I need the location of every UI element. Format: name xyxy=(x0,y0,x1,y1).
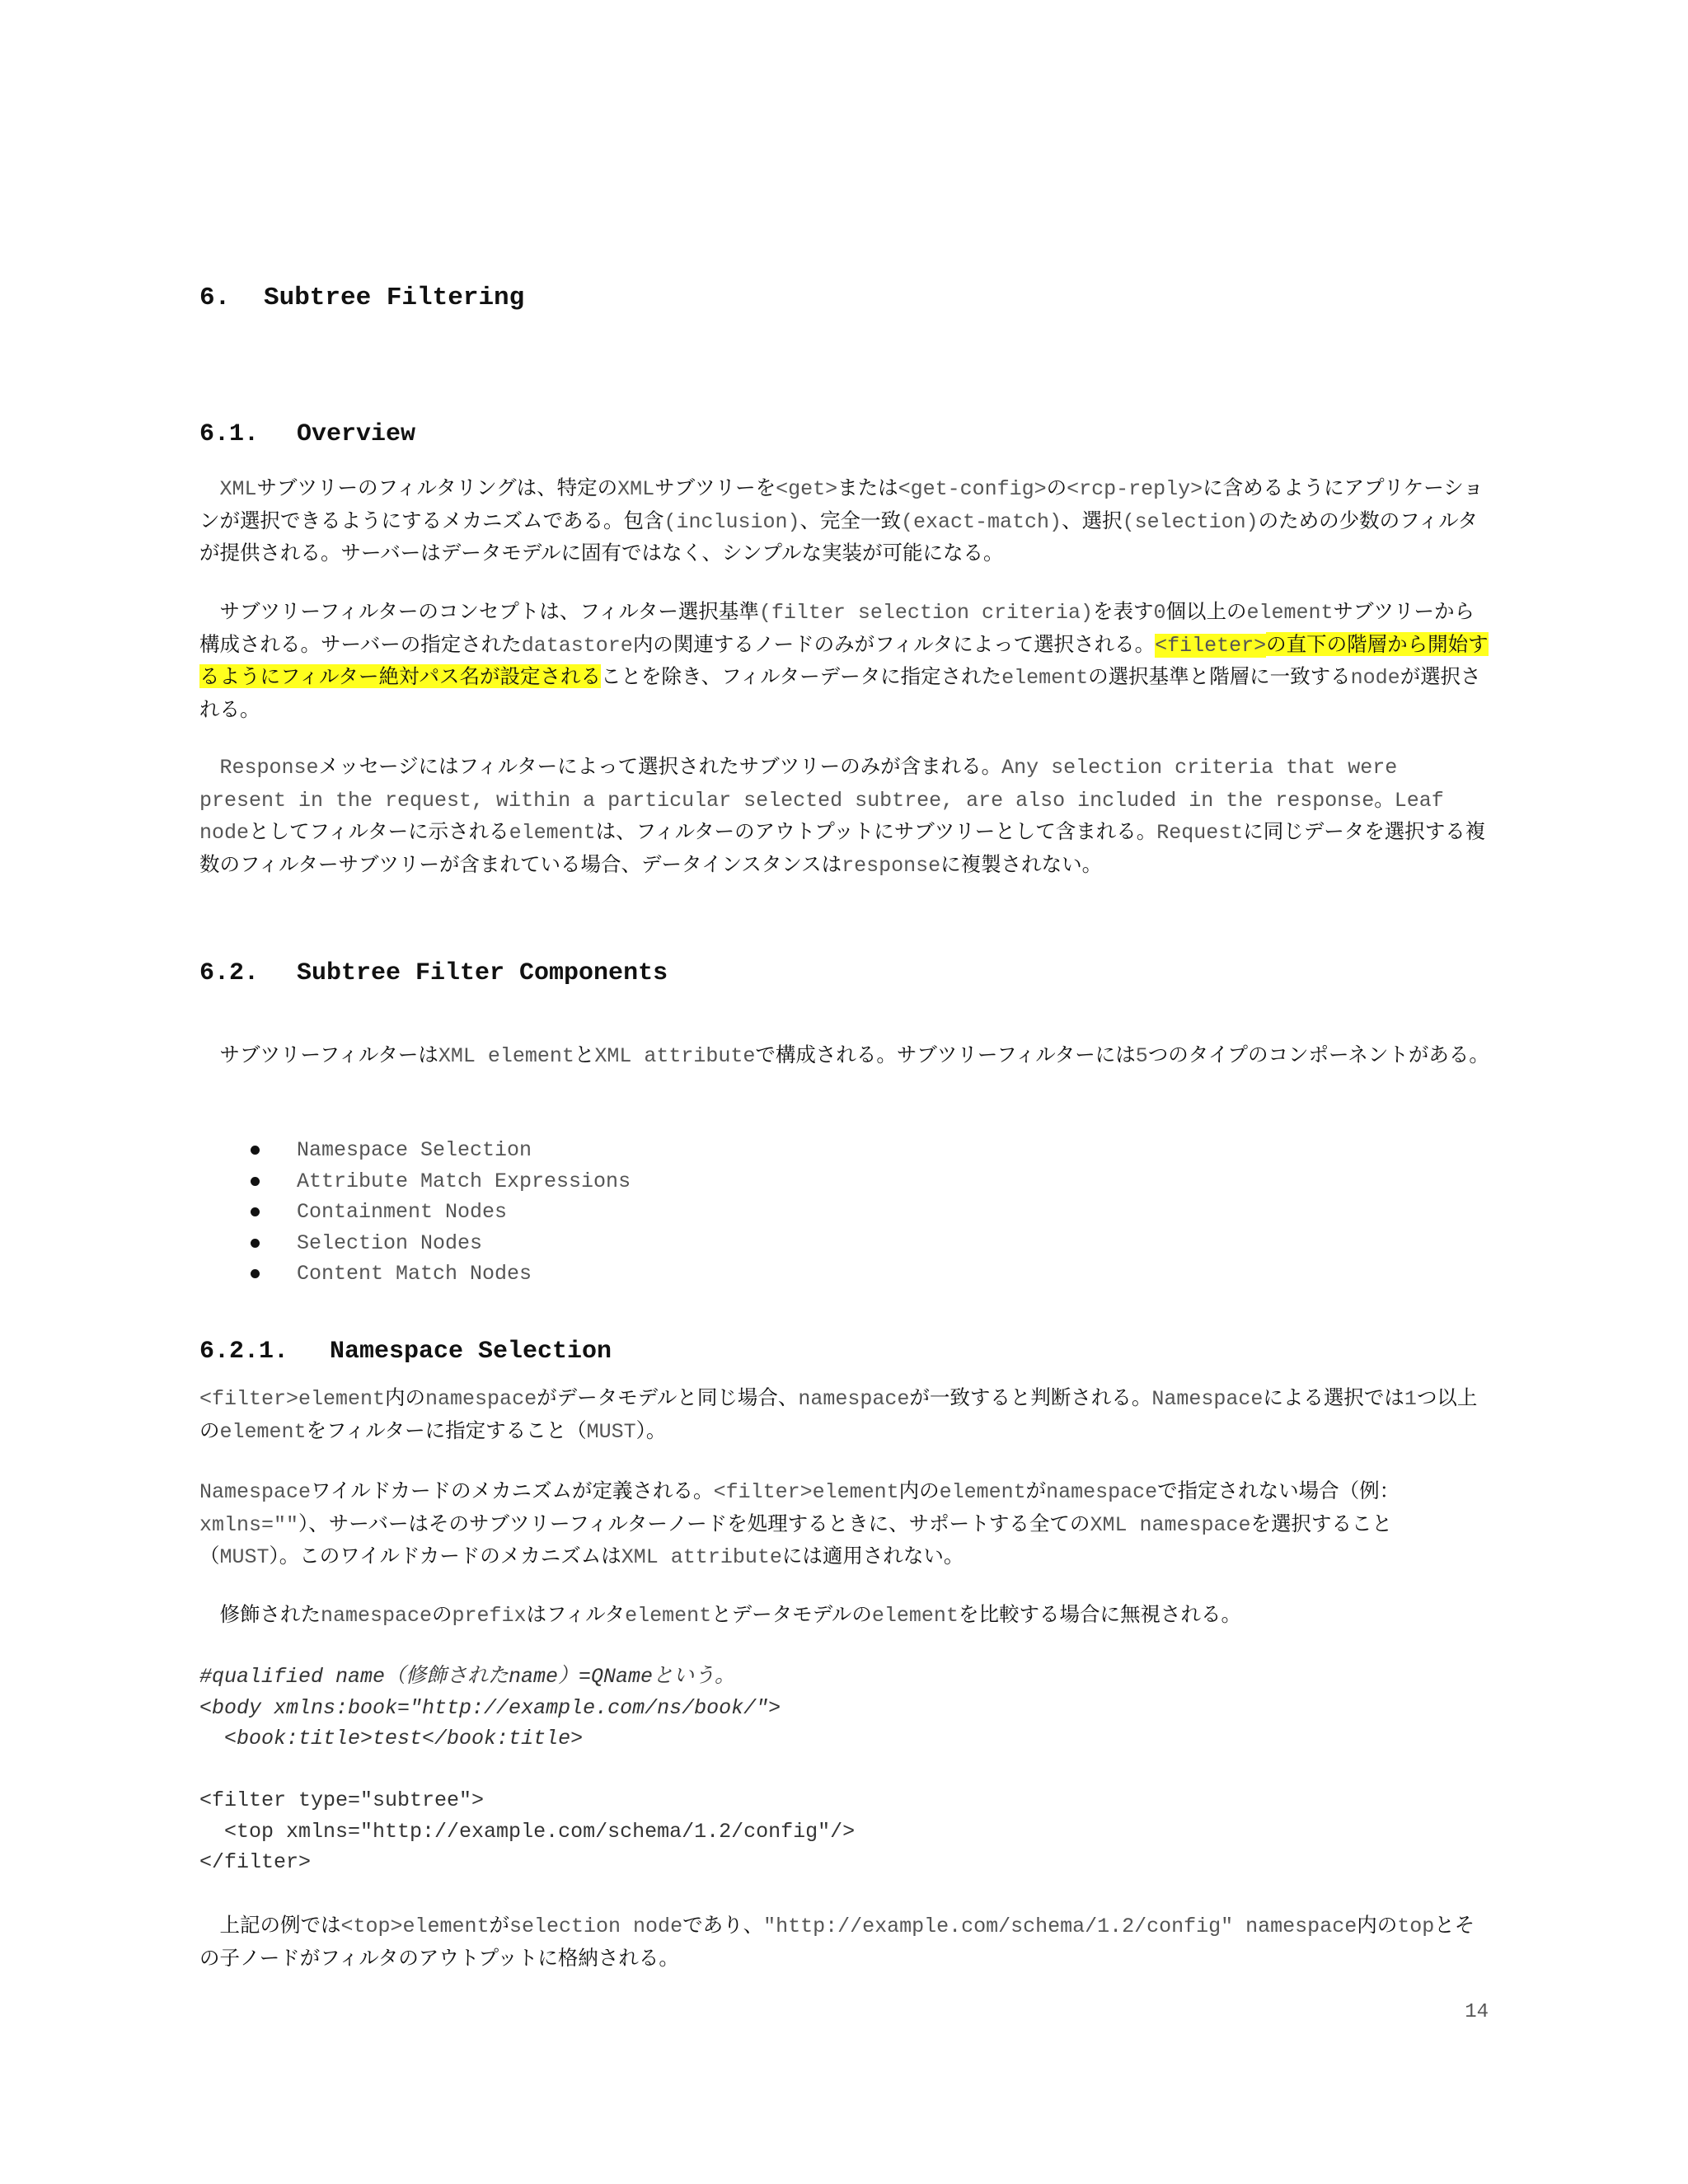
namespace-paragraph-1 xyxy=(199,1382,1489,1447)
code-term: response xyxy=(842,853,941,878)
code-term: (exact-match) xyxy=(901,509,1062,534)
code-term: <filter>element xyxy=(199,1387,386,1411)
text-run: ことを除き、フィルターデータに指定された xyxy=(601,664,1002,688)
text-run: による選択では xyxy=(1263,1385,1404,1409)
code-term: element xyxy=(1246,601,1334,625)
code-line: <top xmlns="http://example.com/schema/1.2/config"/> xyxy=(199,1819,856,1844)
text-run: はフィルタ xyxy=(526,1602,626,1626)
text-run: に含めるようにアプリケーションが選択できるようにするメカニズムである。包含 xyxy=(199,476,1484,532)
code-term: XML namespace xyxy=(1090,1512,1251,1537)
text-run: を比較する場合に無視される。 xyxy=(958,1602,1241,1626)
text-run: サブツリーフィルターのコンセプトは、フィルター選択基準 xyxy=(199,599,759,623)
text-run: 個以上の xyxy=(1165,599,1247,623)
code-term: 0 xyxy=(1153,601,1166,625)
code-term: element xyxy=(509,821,596,845)
bullet-icon xyxy=(251,1269,260,1278)
code-term: <rcp-reply> xyxy=(1067,477,1203,501)
code-term: <filter>element xyxy=(713,1480,899,1504)
text-run: または xyxy=(837,476,898,499)
code-line: <body xmlns:book="http://example.com/ns/book/"> xyxy=(199,1695,781,1720)
code-term: <get> xyxy=(776,477,838,501)
code-term: "http://example.com/schema/1.2/config" namespace xyxy=(763,1915,1357,1938)
code-term: <get-config> xyxy=(898,477,1047,501)
code-term: (selection) xyxy=(1122,509,1259,534)
code-term: MUST xyxy=(586,1419,636,1444)
list-item: Attribute Match Expressions xyxy=(199,1166,1489,1197)
text-run: であり、 xyxy=(682,1913,764,1937)
text-run: ワイルドカードのメカニズムが定義される。 xyxy=(311,1479,714,1502)
code-term: XML attribute xyxy=(594,1044,756,1068)
code-term: XML element xyxy=(438,1044,574,1068)
text-run: つのタイプのコンポーネントがある。 xyxy=(1147,1043,1489,1066)
text-run: としてフィルターに示される xyxy=(249,819,509,843)
text-run: と xyxy=(574,1043,595,1066)
text-run: が一致すると判断される。 xyxy=(909,1385,1152,1409)
list-item: Namespace Selection xyxy=(199,1135,1489,1166)
page-number: 14 xyxy=(1465,2001,1489,2023)
code-block-qname xyxy=(199,1661,1489,1755)
code-term: XML attribute xyxy=(621,1545,782,1569)
code-term: Any selection criteria that were present in the request, within a particular selected subtree, are also included in the response xyxy=(199,756,1398,813)
section-heading-6-2: 6.2. Subtree Filter Components xyxy=(199,959,668,987)
text-run xyxy=(199,754,220,778)
text-run: 。 xyxy=(1374,786,1395,811)
code-term: element xyxy=(1001,666,1089,690)
text-run: 、完全一致 xyxy=(799,508,902,532)
code-line: <book:title>test</book:title> xyxy=(199,1727,584,1750)
code-term: (inclusion) xyxy=(663,509,800,534)
text-run: で構成される。サブツリーフィルターには xyxy=(755,1043,1136,1066)
code-term: 5 xyxy=(1135,1044,1148,1068)
code-line: #qualified name（修飾されたname）=QNameという。 xyxy=(199,1665,736,1689)
code-term: XML xyxy=(219,477,257,501)
text-run: メッセージにはフィルターによって選択されたサブツリーのみが含まれる。 xyxy=(318,754,1002,778)
text-run: 内の xyxy=(1357,1913,1398,1937)
list-item: Selection Nodes xyxy=(199,1228,1489,1259)
code-term: element xyxy=(625,1604,712,1628)
code-term: Namespace xyxy=(1151,1387,1264,1411)
text-run: を選択すること（ xyxy=(199,1511,1392,1568)
text-run: は、フィルターのアウトプットにサブツリーとして含まれる。 xyxy=(595,819,1157,843)
text-run: ）。 xyxy=(635,1418,667,1442)
text-run: とデータモデルの xyxy=(711,1602,872,1626)
highlighted-text: <fileter> xyxy=(1155,633,1267,658)
text-run: ）、サーバーはそのサブツリーフィルターノードを処理するときに、サポートする全ての xyxy=(298,1511,1090,1535)
text-run: つ以上の xyxy=(199,1385,1478,1442)
section-heading-6: 6. Subtree Filtering xyxy=(199,284,525,312)
text-run: サブツリーから構成される。サーバーの指定された xyxy=(199,599,1475,656)
text-run: には適用されない。 xyxy=(781,1544,964,1568)
text-run: とその子ノードがフィルタのアウトプットに格納される。 xyxy=(199,1913,1475,1970)
code-term: prefix xyxy=(452,1604,527,1628)
section-heading-6-1: 6.1. Overview xyxy=(199,420,416,448)
text-run: の xyxy=(1046,476,1067,499)
bullet-icon xyxy=(251,1146,260,1155)
list-item: Containment Nodes xyxy=(199,1197,1489,1228)
section-heading-6-2-1: 6.2.1. Namespace Selection xyxy=(199,1338,612,1366)
overview-paragraph-3 xyxy=(199,751,1489,881)
text-run: をフィルターに指定すること（ xyxy=(306,1418,587,1442)
text-run: サブツリーフィルターは xyxy=(199,1043,438,1066)
text-run: が選択される。 xyxy=(199,664,1481,721)
components-intro xyxy=(199,1039,1489,1072)
namespace-paragraph-3 xyxy=(199,1599,1489,1632)
text-run: 内の関連するノードのみがフィルタによって選択される。 xyxy=(632,631,1156,656)
text-run: の xyxy=(432,1602,452,1626)
text-run: に複製されない。 xyxy=(940,851,1103,876)
list-item: Content Match Nodes xyxy=(199,1258,1489,1290)
code-term: 1 xyxy=(1404,1387,1417,1411)
code-term: namespace xyxy=(321,1604,433,1628)
code-term: selection node xyxy=(509,1915,683,1938)
code-term: MUST xyxy=(219,1545,270,1569)
text-run xyxy=(199,476,220,499)
code-block-filter xyxy=(199,1785,1489,1878)
code-term: element xyxy=(939,1480,1026,1504)
bullet-icon xyxy=(251,1239,260,1248)
text-run: を表す xyxy=(1092,599,1154,623)
code-term: node xyxy=(1350,666,1400,690)
code-term: Leaf node xyxy=(199,788,1444,845)
text-run: が xyxy=(1025,1479,1047,1502)
text-run: が xyxy=(489,1913,510,1937)
code-term: Response xyxy=(219,756,319,780)
text-run: サブツリーを xyxy=(654,476,776,499)
code-term: Namespace xyxy=(199,1480,312,1504)
highlighted-text: の直下の階層から開始するようにフィルター絶対パス名が設定される xyxy=(199,631,1489,688)
text-run: のための少数のフィルタが提供される。サーバーはデータモデルに固有ではなく、シンプルな実装が可能になる。 xyxy=(199,508,1479,565)
code-term: namespace xyxy=(1046,1480,1158,1504)
code-term: element xyxy=(871,1604,959,1628)
code-term: Request xyxy=(1156,821,1244,845)
text-run: で指定されない場合（例： xyxy=(1157,1479,1400,1502)
text-run: 上記の例では xyxy=(199,1913,341,1937)
namespace-paragraph-2 xyxy=(199,1475,1489,1573)
code-line: </filter> xyxy=(199,1850,312,1874)
text-run: ）。このワイルドカードのメカニズムは xyxy=(269,1544,621,1568)
code-line: <filter type="subtree"> xyxy=(199,1788,485,1812)
code-term: (filter selection criteria) xyxy=(758,601,1093,625)
text-run: 修飾された xyxy=(199,1602,321,1626)
code-term: xmlns="" xyxy=(199,1512,299,1537)
text-run: 、選択 xyxy=(1062,508,1123,532)
code-term: datastore xyxy=(521,633,633,658)
text-run: に同じデータを選択する複数のフィルターサブツリーが含まれている場合、データインスタンスは xyxy=(199,819,1486,876)
code-term: <top>element xyxy=(340,1915,490,1938)
bullet-icon xyxy=(251,1177,260,1186)
code-term: element xyxy=(219,1419,307,1444)
text-run: がデータモデルと同じ場合、 xyxy=(537,1385,799,1409)
namespace-paragraph-4 xyxy=(199,1910,1489,1973)
overview-paragraph-1 xyxy=(199,472,1489,569)
code-term: top xyxy=(1397,1915,1435,1938)
text-run: 内の xyxy=(385,1385,426,1409)
text-run: 内の xyxy=(898,1479,940,1502)
code-term: XML xyxy=(617,477,655,501)
bullet-icon xyxy=(251,1207,260,1216)
code-term: namespace xyxy=(798,1387,910,1411)
overview-paragraph-2 xyxy=(199,596,1489,724)
text-run: の選択基準と階層に一致する xyxy=(1088,664,1351,688)
component-list xyxy=(199,1135,1489,1290)
text-run: サブツリーのフィルタリングは、特定の xyxy=(256,476,618,499)
code-term: namespace xyxy=(425,1387,537,1411)
